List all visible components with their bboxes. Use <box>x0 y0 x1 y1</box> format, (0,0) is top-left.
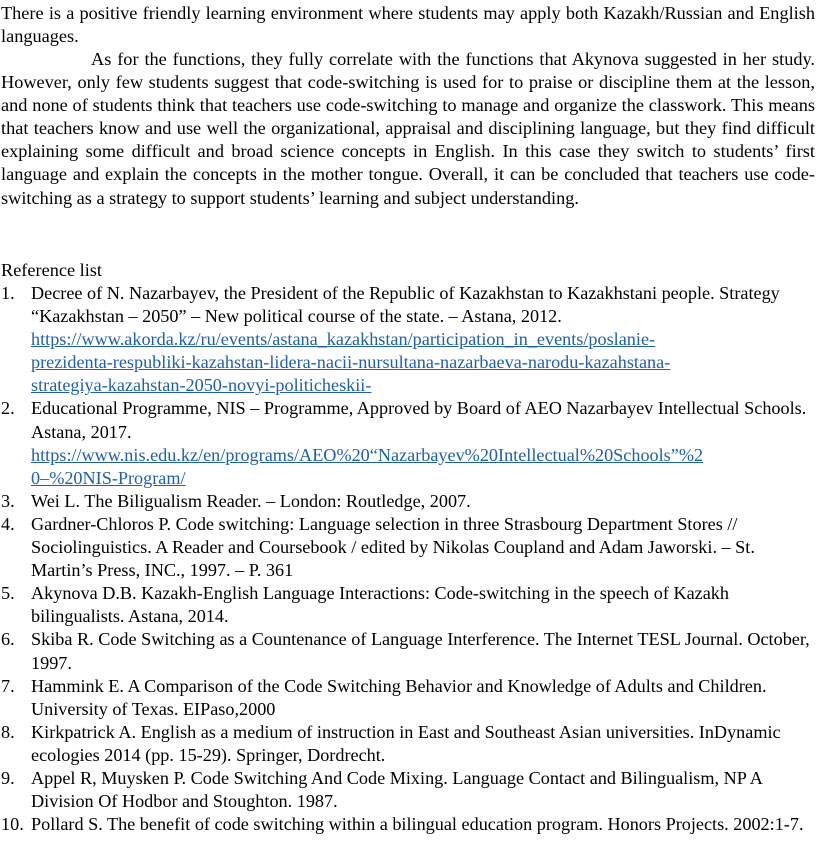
reference-item-2 <box>0 397 816 489</box>
reference-text: Gardner-Chloros P. Code switching: Language selection in three Strasbourg Department Stores // Sociolinguistics. A Reader and Coursebook / edited by Nikolas Coupland and Adam Jaworski. – St. Martin’s Press, INC., 1997. – P. 361 <box>31 513 755 581</box>
reference-text: Wei L. The Biligualism Reader. – London: Routledge, 2007. <box>31 490 471 511</box>
reference-link-line: strategiya-kazahstan-2050-novyi-politicheskii- <box>31 375 372 396</box>
reference-item-1 <box>0 282 816 397</box>
reference-number: 3. <box>1 490 15 511</box>
reference-text: Educational Programme, NIS – Programme, Approved by Board of AEO Nazarbayev Intellectual Schools. Astana, 2017. <box>31 398 807 442</box>
reference-number: 8. <box>1 721 15 742</box>
reference-number: 7. <box>1 675 15 696</box>
reference-item-7 <box>0 675 816 721</box>
reference-item-8 <box>0 721 816 767</box>
reference-item-3 <box>0 490 816 513</box>
reference-text: Appel R, Muysken P. Code Switching And Code Mixing. Language Contact and Bilingualism, NP A Division Of Hodbor and Stoughton. 1987. <box>31 767 762 812</box>
reference-item-6 <box>0 628 816 674</box>
paragraph-2-text: As for the functions, they fully correlate with the functions that Akynova suggested in her study. However, only few students suggest that code-switching is used for to praise or discipline them at the lesson, and none of students think that teachers use code-switching to manage and organize the classwork. This means that teachers know and use well the organizational, appraisal and disciplining language, but they find difficult explaining some difficult and broad science concepts in English. In this case they switch to students’ first language and explain the concepts in the mother tongue. Overall, it can be concluded that teachers use code-switching as a strategy to support students’ learning and subject understanding. <box>1 49 815 208</box>
reference-number: 1. <box>1 283 15 303</box>
reference-link-line: 0–%20NIS-Program/ <box>31 467 186 488</box>
body-paragraph-2 <box>1 48 815 210</box>
reference-link-2[interactable] <box>31 444 812 490</box>
reference-item-5 <box>0 582 816 628</box>
reference-number: 10. <box>1 814 24 835</box>
reference-number: 5. <box>1 583 15 604</box>
reference-number: 6. <box>1 629 15 650</box>
reference-link-1[interactable] <box>31 328 812 397</box>
reference-text: Pollard S. The benefit of code switching within a bilingual education program. Honors Projects. 2002:1-7. <box>31 814 804 835</box>
reference-link-line: https://www.nis.edu.kz/en/programs/AEO%20“Nazarbayev%20Intellectual%20Schools”%2 <box>31 444 704 465</box>
body-paragraph-1 <box>1 2 815 48</box>
reference-item-9 <box>0 767 816 813</box>
reference-list-heading: Reference list <box>1 260 103 280</box>
reference-number: 2. <box>1 398 15 419</box>
paragraph-1-text: There is a positive friendly learning environment where students may apply both Kazakh/Russian and English languages. <box>1 3 815 47</box>
reference-link-line: prezidenta-respubliki-kazahstan-lidera-nacii-nursultana-nazarbaeva-narodu-kazahstana- <box>31 352 671 373</box>
reference-text: Hammink E. A Comparison of the Code Switching Behavior and Knowledge of Adults and Children. University of Texas. EIPaso,2000 <box>31 675 767 719</box>
reference-text: Akynova D.B. Kazakh-English Language Interactions: Code-switching in the speech of Kazakh bilingualists. Astana, 2014. <box>31 583 729 627</box>
reference-list <box>0 282 816 836</box>
reference-item-4 <box>0 513 816 582</box>
reference-text: Decree of N. Nazarbayev, the President of the Republic of Kazakhstan to Kazakhstani people. Strategy “Kazakhstan – 2050” – New political course of the state. – Astana, 2012. <box>31 283 780 327</box>
reference-number: 4. <box>1 513 15 534</box>
reference-link-line: https://www.akorda.kz/ru/events/astana_kazakhstan/participation_in_events/poslanie- <box>31 329 656 350</box>
reference-text: Kirkpatrick A. English as a medium of instruction in East and Southeast Asian universities. InDynamic ecologies 2014 (pp. 15-29). Springer, Dordrecht. <box>31 721 781 765</box>
reference-text: Skiba R. Code Switching as a Countenance of Language Interference. The Internet TESL Journal. October, 1997. <box>31 629 810 673</box>
reference-item-10 <box>0 813 816 836</box>
reference-number: 9. <box>1 767 15 788</box>
